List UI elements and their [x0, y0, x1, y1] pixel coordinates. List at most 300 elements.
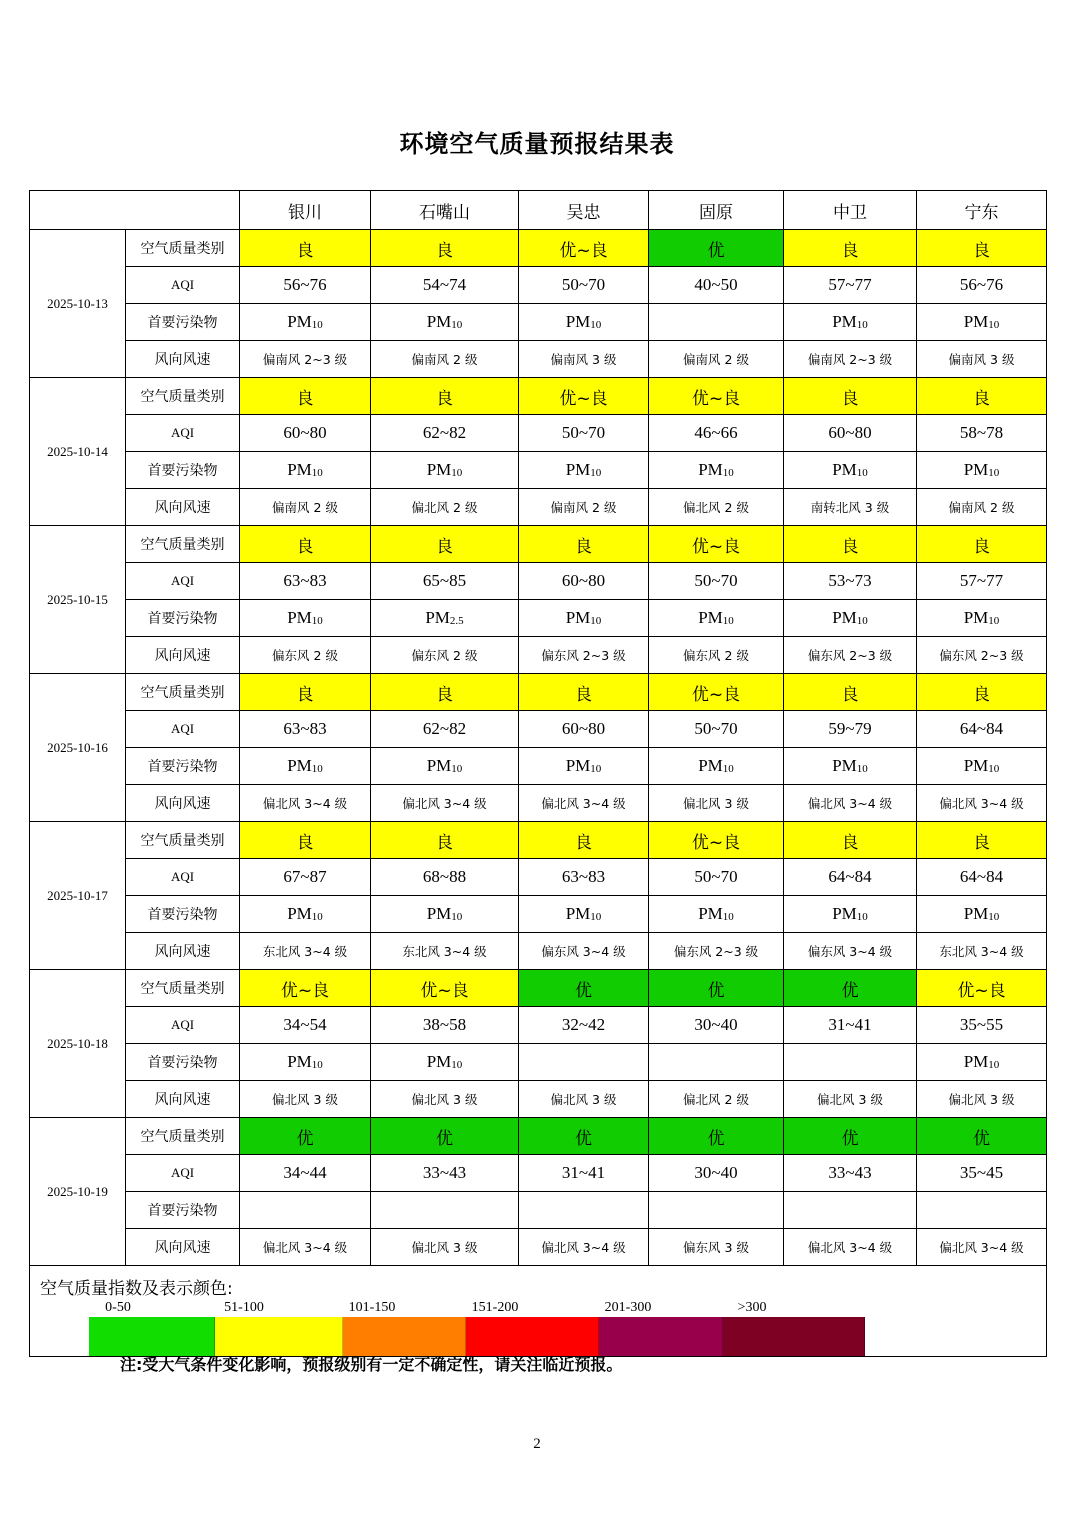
pollutant-subscript: 10 — [856, 319, 868, 331]
pollutant-subscript: 10 — [451, 467, 463, 479]
primary-pollutant — [519, 748, 649, 785]
wind-forecast: 偏东风 2 级 — [371, 637, 519, 674]
primary-pollutant — [917, 1044, 1047, 1081]
pollutant-name: PM — [963, 312, 989, 331]
air-quality-category: 优 — [371, 1118, 519, 1155]
pollutant-name: PM — [426, 756, 452, 775]
wind-forecast: 偏南风 3 级 — [917, 341, 1047, 378]
row-label-pollutant: 首要污染物 — [126, 896, 240, 933]
row-label-category: 空气质量类别 — [126, 230, 240, 267]
primary-pollutant — [917, 748, 1047, 785]
pollutant-name: PM — [963, 1052, 989, 1071]
pollutant-name: PM — [287, 756, 312, 775]
wind-forecast: 偏北风 2 级 — [649, 489, 784, 526]
row-label-wind: 风向风速 — [126, 933, 240, 970]
air-quality-category: 良 — [371, 674, 519, 711]
air-quality-category: 良 — [519, 674, 649, 711]
primary-pollutant — [371, 748, 519, 785]
wind-forecast: 东北风 3~4 级 — [240, 933, 371, 970]
pollutant-name: PM — [287, 904, 312, 923]
wind-forecast: 偏北风 3 级 — [371, 1081, 519, 1118]
primary-pollutant — [649, 748, 784, 785]
air-quality-category: 优 — [649, 970, 784, 1007]
wind-forecast: 偏北风 3 级 — [784, 1081, 917, 1118]
wind-forecast: 偏北风 3~4 级 — [519, 785, 649, 822]
aqi-range: 38~58 — [371, 1007, 519, 1044]
primary-pollutant — [784, 896, 917, 933]
forecast-date: 2025-10-19 — [30, 1118, 126, 1266]
wind-forecast: 偏南风 2 级 — [371, 341, 519, 378]
row-label-category: 空气质量类别 — [126, 1118, 240, 1155]
row-label-pollutant: 首要污染物 — [126, 452, 240, 489]
forecast-date: 2025-10-16 — [30, 674, 126, 822]
aqi-range: 57~77 — [784, 267, 917, 304]
aqi-row — [30, 1007, 1047, 1044]
wind-forecast: 偏南风 3 级 — [519, 341, 649, 378]
legend-range-label: >300 — [737, 1300, 767, 1315]
wind-forecast: 偏东风 2 级 — [240, 637, 371, 674]
air-quality-category: 良 — [240, 526, 371, 563]
pollutant-name: PM — [963, 904, 989, 923]
wind-forecast: 偏南风 2 级 — [917, 489, 1047, 526]
wind-forecast: 偏东风 3~4 级 — [519, 933, 649, 970]
air-quality-category: 优~良 — [519, 378, 649, 415]
wind-forecast: 偏南风 2 级 — [240, 489, 371, 526]
aqi-range: 53~73 — [784, 563, 917, 600]
legend-color-scale — [89, 1317, 865, 1357]
air-quality-category: 良 — [371, 230, 519, 267]
pollutant-name: PM — [287, 608, 312, 627]
primary-pollutant — [240, 452, 371, 489]
aqi-range: 65~85 — [371, 563, 519, 600]
wind-forecast: 偏东风 3~4 级 — [784, 933, 917, 970]
aqi-range: 59~79 — [784, 711, 917, 748]
air-quality-category: 良 — [784, 378, 917, 415]
city-header: 固原 — [649, 191, 784, 230]
pollutant-subscript: 10 — [988, 467, 1000, 479]
pollutant-name: PM — [565, 312, 591, 331]
pollutant-name: PM — [426, 1052, 452, 1071]
aqi-range: 33~43 — [784, 1155, 917, 1192]
pollutant-subscript: 10 — [988, 319, 1000, 331]
pollutant-row — [30, 304, 1047, 341]
aqi-range: 32~42 — [519, 1007, 649, 1044]
air-quality-category: 良 — [371, 378, 519, 415]
wind-forecast: 偏北风 3~4 级 — [784, 1229, 917, 1266]
aqi-range: 50~70 — [649, 563, 784, 600]
air-quality-category: 优 — [917, 1118, 1047, 1155]
wind-forecast: 偏北风 3 级 — [240, 1081, 371, 1118]
city-header: 石嘴山 — [371, 191, 519, 230]
legend-range-label: 51-100 — [224, 1300, 264, 1315]
wind-forecast: 偏北风 3 级 — [649, 785, 784, 822]
air-quality-category: 优 — [240, 1118, 371, 1155]
primary-pollutant — [784, 452, 917, 489]
pollutant-name: PM — [426, 904, 452, 923]
primary-pollutant — [784, 1044, 917, 1081]
air-quality-category: 优 — [519, 1118, 649, 1155]
pollutant-subscript: 10 — [590, 911, 602, 923]
wind-forecast: 偏北风 2 级 — [649, 1081, 784, 1118]
legend-swatch — [343, 1317, 466, 1357]
aqi-range: 56~76 — [240, 267, 371, 304]
pollutant-name: PM — [832, 756, 857, 775]
pollutant-name: PM — [565, 608, 591, 627]
wind-forecast: 偏南风 2 级 — [649, 341, 784, 378]
wind-forecast: 偏东风 2~3 级 — [649, 933, 784, 970]
primary-pollutant — [240, 896, 371, 933]
row-label-wind: 风向风速 — [126, 637, 240, 674]
row-label-aqi: AQI — [126, 563, 240, 600]
pollutant-name: PM — [832, 312, 857, 331]
primary-pollutant — [784, 304, 917, 341]
legend-range-label: 0-50 — [105, 1300, 131, 1315]
primary-pollutant — [649, 452, 784, 489]
aqi-range: 57~77 — [917, 563, 1047, 600]
primary-pollutant — [784, 600, 917, 637]
aqi-range: 60~80 — [519, 563, 649, 600]
pollutant-subscript: 10 — [451, 1059, 463, 1071]
pollutant-subscript: 10 — [988, 763, 1000, 775]
aqi-row — [30, 415, 1047, 452]
wind-forecast: 东北风 3~4 级 — [917, 933, 1047, 970]
row-label-category: 空气质量类别 — [126, 526, 240, 563]
pollutant-subscript: 10 — [722, 615, 734, 627]
pollutant-row — [30, 896, 1047, 933]
air-quality-category: 良 — [371, 822, 519, 859]
pollutant-name: PM — [832, 904, 857, 923]
aqi-range: 62~82 — [371, 415, 519, 452]
aqi-range: 35~45 — [917, 1155, 1047, 1192]
aqi-row — [30, 711, 1047, 748]
pollutant-name: PM — [832, 608, 857, 627]
wind-forecast: 偏北风 3~4 级 — [240, 1229, 371, 1266]
row-label-aqi: AQI — [126, 267, 240, 304]
row-label-aqi: AQI — [126, 859, 240, 896]
aqi-range: 60~80 — [784, 415, 917, 452]
pollutant-name: PM — [425, 608, 450, 627]
legend-range-label: 101-150 — [348, 1300, 396, 1315]
primary-pollutant — [371, 896, 519, 933]
pollutant-name: PM — [698, 460, 723, 479]
aqi-range: 63~83 — [519, 859, 649, 896]
wind-forecast: 偏东风 2~3 级 — [784, 637, 917, 674]
pollutant-subscript: 10 — [988, 911, 1000, 923]
pollutant-subscript: 10 — [856, 911, 868, 923]
wind-forecast: 偏南风 2 级 — [519, 489, 649, 526]
aqi-range: 64~84 — [917, 711, 1047, 748]
legend-swatch — [599, 1317, 723, 1357]
aqi-range: 46~66 — [649, 415, 784, 452]
air-quality-category: 优~良 — [240, 970, 371, 1007]
aqi-range: 31~41 — [784, 1007, 917, 1044]
air-quality-category: 良 — [240, 378, 371, 415]
pollutant-subscript: 10 — [722, 467, 734, 479]
air-quality-category: 良 — [917, 230, 1047, 267]
pollutant-subscript: 10 — [311, 319, 323, 331]
aqi-range: 68~88 — [371, 859, 519, 896]
pollutant-subscript: 10 — [311, 615, 323, 627]
wind-forecast: 偏北风 3 级 — [519, 1081, 649, 1118]
legend-swatch — [723, 1317, 865, 1357]
wind-forecast: 偏北风 3~4 级 — [784, 785, 917, 822]
pollutant-name: PM — [832, 460, 857, 479]
aqi-range: 31~41 — [519, 1155, 649, 1192]
air-quality-category: 良 — [371, 526, 519, 563]
primary-pollutant — [371, 1044, 519, 1081]
pollutant-row — [30, 748, 1047, 785]
air-quality-category: 良 — [784, 230, 917, 267]
aqi-range: 30~40 — [649, 1007, 784, 1044]
pollutant-subscript: 10 — [988, 615, 1000, 627]
legend-swatch — [466, 1317, 599, 1357]
aqi-range: 67~87 — [240, 859, 371, 896]
primary-pollutant — [649, 896, 784, 933]
aqi-range: 60~80 — [240, 415, 371, 452]
air-quality-category: 良 — [917, 378, 1047, 415]
pollutant-subscript: 10 — [451, 911, 463, 923]
aqi-range: 30~40 — [649, 1155, 784, 1192]
pollutant-subscript: 2.5 — [449, 615, 464, 627]
wind-forecast: 偏北风 3~4 级 — [917, 785, 1047, 822]
pollutant-name: PM — [565, 460, 591, 479]
air-quality-category: 优~良 — [649, 526, 784, 563]
air-quality-category: 优 — [649, 230, 784, 267]
air-quality-category: 良 — [240, 822, 371, 859]
forecast-date: 2025-10-17 — [30, 822, 126, 970]
forecast-note: 注:受大气条件变化影响，预报级别有一定不确定性，请关注临近预报。 — [120, 1355, 623, 1374]
row-label-aqi: AQI — [126, 1007, 240, 1044]
pollutant-name: PM — [287, 1052, 312, 1071]
primary-pollutant — [240, 600, 371, 637]
primary-pollutant — [240, 748, 371, 785]
city-header: 中卫 — [784, 191, 917, 230]
forecast-date: 2025-10-13 — [30, 230, 126, 378]
air-quality-category: 优 — [784, 1118, 917, 1155]
wind-row — [30, 1081, 1047, 1118]
aqi-range: 35~55 — [917, 1007, 1047, 1044]
city-header: 吴忠 — [519, 191, 649, 230]
wind-forecast: 东北风 3~4 级 — [371, 933, 519, 970]
wind-forecast: 偏南风 2~3 级 — [240, 341, 371, 378]
primary-pollutant — [917, 600, 1047, 637]
primary-pollutant — [519, 1192, 649, 1229]
pollutant-subscript: 10 — [856, 467, 868, 479]
wind-forecast: 偏北风 3~4 级 — [917, 1229, 1047, 1266]
air-quality-category: 良 — [917, 526, 1047, 563]
air-quality-category: 优~良 — [519, 230, 649, 267]
pollutant-subscript: 10 — [722, 763, 734, 775]
aqi-range: 64~84 — [784, 859, 917, 896]
aqi-range: 60~80 — [519, 711, 649, 748]
air-quality-category: 优 — [519, 970, 649, 1007]
aqi-range: 63~83 — [240, 563, 371, 600]
header-corner — [30, 191, 240, 230]
wind-forecast: 偏北风 3 级 — [917, 1081, 1047, 1118]
aqi-range: 33~43 — [371, 1155, 519, 1192]
forecast-date: 2025-10-15 — [30, 526, 126, 674]
row-label-pollutant: 首要污染物 — [126, 1192, 240, 1229]
category-row — [30, 822, 1047, 859]
legend-swatch — [89, 1317, 215, 1357]
pollutant-subscript: 10 — [856, 615, 868, 627]
aqi-range: 34~44 — [240, 1155, 371, 1192]
pollutant-name: PM — [426, 460, 452, 479]
air-quality-category: 良 — [784, 674, 917, 711]
aqi-range: 50~70 — [649, 711, 784, 748]
primary-pollutant — [371, 452, 519, 489]
pollutant-subscript: 10 — [451, 763, 463, 775]
primary-pollutant — [519, 452, 649, 489]
pollutant-subscript: 10 — [590, 763, 602, 775]
pollutant-subscript: 10 — [856, 763, 868, 775]
aqi-range: 34~54 — [240, 1007, 371, 1044]
aqi-range: 56~76 — [917, 267, 1047, 304]
primary-pollutant — [519, 896, 649, 933]
pollutant-name: PM — [963, 756, 989, 775]
aqi-range: 62~82 — [371, 711, 519, 748]
pollutant-name: PM — [287, 312, 312, 331]
wind-row — [30, 933, 1047, 970]
aqi-range: 50~70 — [519, 415, 649, 452]
primary-pollutant — [519, 304, 649, 341]
pollutant-row — [30, 1192, 1047, 1229]
wind-forecast: 偏东风 2~3 级 — [917, 637, 1047, 674]
wind-forecast: 偏北风 3~4 级 — [371, 785, 519, 822]
forecast-table — [29, 190, 1047, 1357]
pollutant-subscript: 10 — [311, 1059, 323, 1071]
pollutant-name: PM — [698, 904, 723, 923]
row-label-aqi: AQI — [126, 711, 240, 748]
wind-row — [30, 785, 1047, 822]
air-quality-category: 优 — [649, 1118, 784, 1155]
row-label-category: 空气质量类别 — [126, 970, 240, 1007]
pollutant-name: PM — [698, 756, 723, 775]
primary-pollutant — [371, 304, 519, 341]
row-label-category: 空气质量类别 — [126, 674, 240, 711]
legend-title: 空气质量指数及表示颜色: — [40, 1279, 233, 1299]
category-row — [30, 526, 1047, 563]
pollutant-subscript: 10 — [590, 467, 602, 479]
city-header: 银川 — [240, 191, 371, 230]
row-label-pollutant: 首要污染物 — [126, 600, 240, 637]
row-label-category: 空气质量类别 — [126, 378, 240, 415]
category-row — [30, 970, 1047, 1007]
primary-pollutant — [917, 452, 1047, 489]
aqi-range: 64~84 — [917, 859, 1047, 896]
wind-forecast: 偏北风 2 级 — [371, 489, 519, 526]
category-row — [30, 230, 1047, 267]
aqi-row — [30, 859, 1047, 896]
aqi-row — [30, 267, 1047, 304]
city-header: 宁东 — [917, 191, 1047, 230]
air-quality-category: 优~良 — [917, 970, 1047, 1007]
pollutant-subscript: 10 — [311, 763, 323, 775]
primary-pollutant — [649, 600, 784, 637]
air-quality-category: 优 — [784, 970, 917, 1007]
aqi-range: 63~83 — [240, 711, 371, 748]
row-label-wind: 风向风速 — [126, 489, 240, 526]
aqi-row — [30, 563, 1047, 600]
wind-row — [30, 637, 1047, 674]
legend-swatch — [215, 1317, 343, 1357]
aqi-range: 40~50 — [649, 267, 784, 304]
air-quality-category: 优~良 — [649, 378, 784, 415]
category-row — [30, 1118, 1047, 1155]
wind-row — [30, 1229, 1047, 1266]
air-quality-category: 优~良 — [371, 970, 519, 1007]
row-label-wind: 风向风速 — [126, 1229, 240, 1266]
row-label-aqi: AQI — [126, 415, 240, 452]
header-row — [30, 191, 1047, 230]
category-row — [30, 378, 1047, 415]
aqi-range: 50~70 — [649, 859, 784, 896]
wind-forecast: 偏东风 2~3 级 — [519, 637, 649, 674]
pollutant-subscript: 10 — [722, 911, 734, 923]
row-label-category: 空气质量类别 — [126, 822, 240, 859]
primary-pollutant — [371, 1192, 519, 1229]
row-label-pollutant: 首要污染物 — [126, 748, 240, 785]
aqi-color-legend — [30, 1266, 1047, 1357]
primary-pollutant — [519, 600, 649, 637]
primary-pollutant — [240, 1192, 371, 1229]
wind-forecast: 偏北风 3 级 — [371, 1229, 519, 1266]
pollutant-name: PM — [963, 608, 989, 627]
primary-pollutant — [240, 1044, 371, 1081]
air-quality-category: 良 — [240, 230, 371, 267]
air-quality-category: 良 — [917, 674, 1047, 711]
pollutant-subscript: 10 — [590, 615, 602, 627]
pollutant-subscript: 10 — [311, 911, 323, 923]
primary-pollutant — [917, 1192, 1047, 1229]
air-quality-category: 良 — [240, 674, 371, 711]
pollutant-subscript: 10 — [451, 319, 463, 331]
pollutant-name: PM — [565, 756, 591, 775]
wind-forecast: 南转北风 3 级 — [784, 489, 917, 526]
pollutant-subscript: 10 — [311, 467, 323, 479]
legend-range-label: 201-300 — [604, 1300, 652, 1315]
aqi-range: 50~70 — [519, 267, 649, 304]
row-label-pollutant: 首要污染物 — [126, 1044, 240, 1081]
category-row — [30, 674, 1047, 711]
row-label-wind: 风向风速 — [126, 785, 240, 822]
wind-forecast: 偏东风 2 级 — [649, 637, 784, 674]
pollutant-name: PM — [287, 460, 312, 479]
row-label-wind: 风向风速 — [126, 1081, 240, 1118]
pollutant-row — [30, 600, 1047, 637]
pollutant-subscript: 10 — [590, 319, 602, 331]
air-quality-category: 优~良 — [649, 822, 784, 859]
pollutant-name: PM — [426, 312, 452, 331]
legend-range-label: 151-200 — [471, 1300, 519, 1315]
pollutant-name: PM — [963, 460, 989, 479]
air-quality-category: 良 — [519, 526, 649, 563]
aqi-row — [30, 1155, 1047, 1192]
row-label-wind: 风向风速 — [126, 341, 240, 378]
air-quality-category: 良 — [784, 822, 917, 859]
pollutant-row — [30, 1044, 1047, 1081]
forecast-date: 2025-10-14 — [30, 378, 126, 526]
primary-pollutant — [649, 1192, 784, 1229]
pollutant-subscript: 10 — [988, 1059, 1000, 1071]
primary-pollutant — [519, 1044, 649, 1081]
primary-pollutant — [917, 304, 1047, 341]
row-label-pollutant: 首要污染物 — [126, 304, 240, 341]
wind-forecast: 偏南风 2~3 级 — [784, 341, 917, 378]
forecast-date: 2025-10-18 — [30, 970, 126, 1118]
pollutant-name: PM — [698, 608, 723, 627]
air-quality-category: 优~良 — [649, 674, 784, 711]
